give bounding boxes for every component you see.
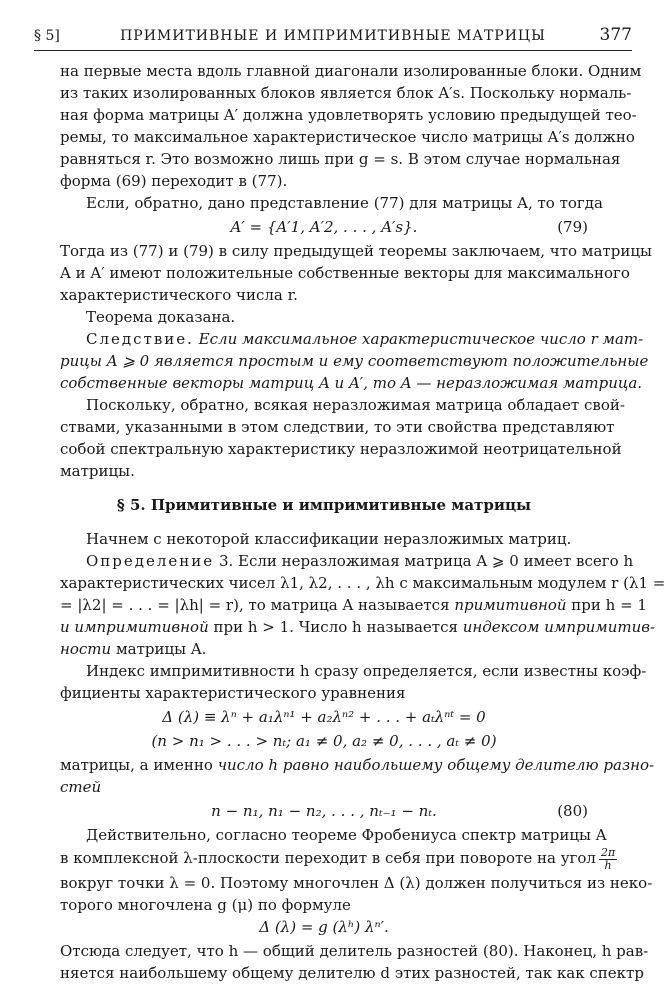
text-span: матрицы A. xyxy=(111,640,207,658)
header-title: ПРИМИТИВНЫЕ И ИМПРИМИТИВНЫЕ МАТРИЦЫ xyxy=(120,28,546,44)
char-equation: Δ (λ) ≡ λⁿ + a₁λⁿ¹ + a₂λⁿ² + . . . + aₜλⁿᵗ = 0 xyxy=(162,708,486,726)
text-line xyxy=(60,754,655,776)
definition-line xyxy=(86,550,634,572)
text-span: в комплексной λ-плоскости переходит в себя при повороте на угол xyxy=(60,849,596,867)
text-line: ремы, то максимальное характеристическое число матрицы A′s должно xyxy=(60,128,635,146)
text-line: A и A′ имеют положительные собственные векторы для максимального xyxy=(60,264,630,282)
fraction-2pi-h xyxy=(599,847,617,872)
text-line: Тогда из (77) и (79) в силу предыдущей теоремы заключаем, что матрицы xyxy=(60,242,652,260)
corollary-text: Если максимальное характеристическое число r мат- xyxy=(193,330,644,348)
text-line: характеристических чисел λ1, λ2, . . . , λh с максимальным модулем r (λ1 = xyxy=(60,574,665,592)
text-line: равняться r. Это возможно лишь при g = s. В этом случае нормальная xyxy=(60,150,621,168)
text-span: при h = 1 xyxy=(566,596,647,614)
text-line: Действительно, согласно теореме Фробениуса спектр матрицы A xyxy=(86,826,607,844)
term-imprimitive: и импримитивной xyxy=(60,618,209,636)
equation-79-body: A′ = {A′1, A′2, . . . , A′s}. xyxy=(230,218,418,236)
text-line: собственные векторы матриц A и A′, то A — неразложимая матрица. xyxy=(60,374,643,392)
text-line: фициенты характеристического уравнения xyxy=(60,684,406,702)
text-line: стей xyxy=(60,778,102,796)
definition-text: 3. Если неразложимая матрица A ⩾ 0 имеет всего h xyxy=(214,552,634,570)
text-line: ствами, указанными в этом следствии, то эти свойства представляют xyxy=(60,418,615,436)
term-index: индексом импримитив- xyxy=(462,618,656,636)
term-index-end: ности xyxy=(60,640,112,658)
text-line: на первые места вдоль главной диагонали изолированные блоки. Одним xyxy=(60,62,642,80)
text-line: Начнем с некоторой классификации неразложимых матриц. xyxy=(86,530,572,548)
text-line: Отсюда следует, что h — общий делитель разностей (80). Наконец, h рав- xyxy=(60,942,649,960)
header-section: § 5] xyxy=(34,28,60,44)
text-line: ная форма матрицы A′ должна удовлетворять условию предыдущей тео- xyxy=(60,106,637,124)
text-line: из таких изолированных блоков является блок A′s. Поскольку нормаль- xyxy=(60,84,632,102)
equation-80-body: n − n₁, n₁ − n₂, . . . , nₜ₋₁ − nₜ. xyxy=(211,802,437,820)
text-line: Если, обратно, дано представление (77) для матрицы A, то тогда xyxy=(86,194,603,212)
fraction-numerator: 2π xyxy=(600,845,616,859)
text-line xyxy=(60,594,647,616)
corollary-line xyxy=(86,328,644,350)
text-line: торого многочлена g (μ) по формуле xyxy=(60,896,351,914)
equation-g: Δ (λ) = g (λʰ) λⁿ′. xyxy=(259,918,389,936)
text-line: форма (69) переходит в (77). xyxy=(60,172,288,190)
text-line: вокруг точки λ = 0. Поэтому многочлен Δ (λ) должен получиться из неко- xyxy=(60,874,653,892)
term-primitive: примитивной xyxy=(454,596,567,614)
page-number: 377 xyxy=(599,25,632,45)
text-line: Теорема доказана. xyxy=(86,308,236,326)
running-header xyxy=(34,25,632,51)
equation-number: (79) xyxy=(557,218,588,236)
definition-lead: Определение xyxy=(86,552,215,570)
text-line: характеристического числа r. xyxy=(60,286,298,304)
text-line: собой спектральную характеристику неразложимой неотрицательной xyxy=(60,440,622,458)
equation-80 xyxy=(60,800,588,822)
char-equation-conditions: (n > n₁ > . . . > nₜ; a₁ ≠ 0, a₂ ≠ 0, . . . , aₜ ≠ 0) xyxy=(151,732,497,750)
corollary-lead: Следствие. xyxy=(86,330,194,348)
text-line: Индекс импримитивности h сразу определяется, если известны коэф- xyxy=(86,662,647,680)
text-line: рицы A ⩾ 0 является простым и ему соответствуют положительные xyxy=(60,352,649,370)
text-span: матрицы, а именно xyxy=(60,756,218,774)
text-line xyxy=(60,638,588,660)
text-line: матрицы. xyxy=(60,462,135,480)
section-heading: § 5. Примитивные и импримитивные матрицы xyxy=(116,496,532,514)
fraction-denominator: h xyxy=(604,858,612,872)
text-line: няется наибольшему общему делителю d этих разностей, так как спектр xyxy=(60,964,644,982)
equation-number: (80) xyxy=(557,802,588,820)
text-line xyxy=(60,616,656,638)
equation-79 xyxy=(60,216,588,238)
text-span-italic: число h равно наибольшему общему делителю разно- xyxy=(217,756,655,774)
text-line: Поскольку, обратно, всякая неразложимая матрица обладает свой- xyxy=(86,396,625,414)
text-span: при h > 1. Число h называется xyxy=(208,618,463,636)
text-span: = |λ2| = . . . = |λh| = r), то матрица A называется xyxy=(60,596,455,614)
